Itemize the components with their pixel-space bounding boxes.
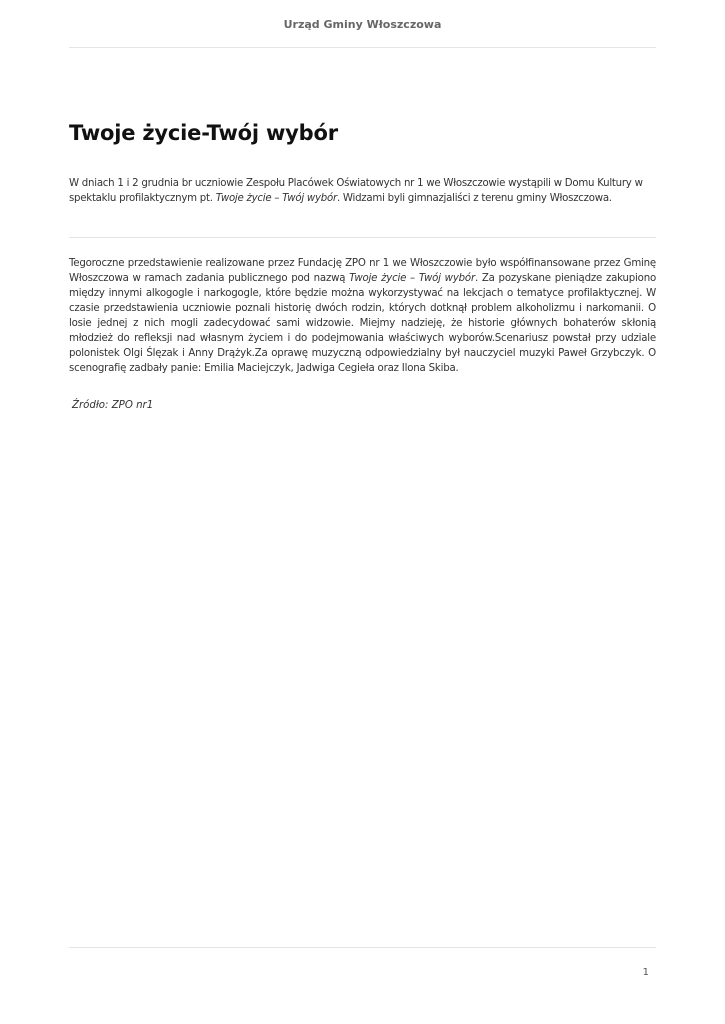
footer-divider — [69, 947, 656, 948]
article-title: Twoje życie-Twój wybór — [69, 121, 338, 145]
site-header-title: Urząd Gminy Włoszczowa — [283, 18, 442, 31]
article-body — [69, 256, 656, 376]
body-text-end: . Za pozyskane pieniądze zakupiono między innymi alkogogle i narkogogle, które będzie można wykorzystywać na lekcjach o tematyce profilaktycznej. W czasie przedstawienia uczniowie poznali historię dwóch rodzin, których dotknął problem alkoholizmu i narkomanii. O losie jednej z nich mogli zadecydować sami widzowie. Miejmy nadzieję, że historie głównych bohaterów skłonią młodzież do refleksji nad własnym życiem i do podejmowania właściwych wyborów.Scenariusz powstał przy udziale polonistek Olgi Ślęzak i Anny Drążyk.Za oprawę muzyczną odpowiedzialny był nauczyciel muzyki Paweł Grzybczyk. O scenografię zadbały panie: Emilia Maciejczyk, Jadwiga Cegieła oraz Ilona Skiba. — [69, 273, 656, 374]
body-spectacle-title: Twoje życie – Twój wybór — [349, 273, 475, 284]
intro-spectacle-title: Twoje życie – Twój wybór — [215, 193, 337, 204]
intro-text-start: W dniach 1 i 2 grudnia br uczniowie Zespołu Placówek Oświatowych nr 1 we Włoszczowie wystąpili w Domu Kultury w spektaklu profilaktycznym pt. — [69, 178, 643, 204]
content-divider — [69, 237, 656, 238]
intro-text-end: . Widzami byli gimnazjaliści z terenu gminy Włoszczowa. — [336, 193, 612, 204]
header-divider — [69, 47, 656, 48]
article-source: Źródło: ZPO nr1 — [72, 400, 154, 411]
article-intro — [69, 176, 659, 206]
page-number: 1 — [642, 967, 649, 978]
body-text-start: Tegoroczne przedstawienie realizowane przez Fundację ZPO nr 1 we Włoszczowie było współfinansowane przez Gminę Włoszczowa w ramach zadania publicznego pod nazwą — [69, 258, 656, 284]
